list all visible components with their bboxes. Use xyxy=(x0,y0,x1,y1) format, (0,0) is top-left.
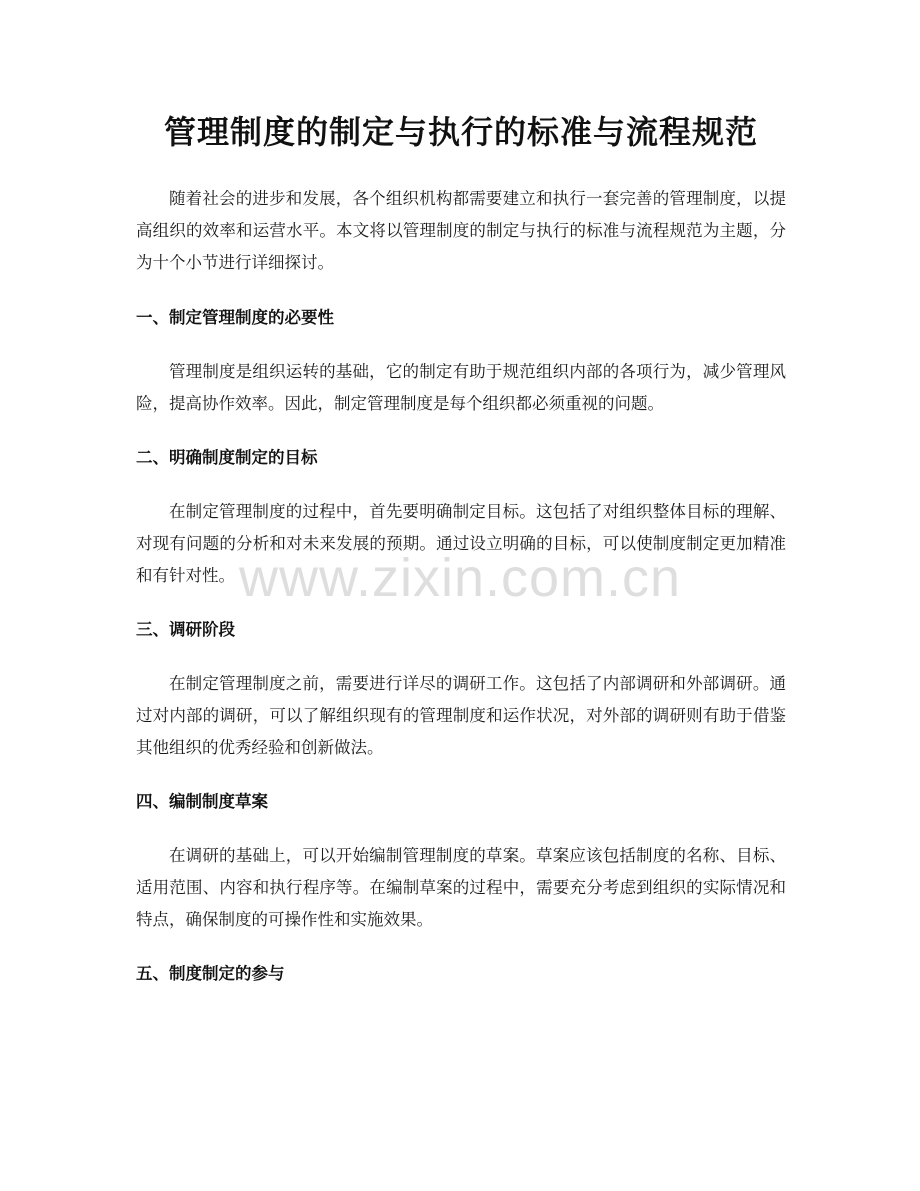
document-title: 管理制度的制定与执行的标准与流程规范 xyxy=(163,113,758,151)
section-1-body: 管理制度是组织运转的基础，它的制定有助于规范组织内部的各项行为，减少管理风险，提高协作效率。因此，制定管理制度是每个组织都必须重视的问题。 xyxy=(136,362,786,413)
section-4-body: 在调研的基础上，可以开始编制管理制度的草案。草案应该包括制度的名称、目标、适用范围、内容和执行程序等。在编制草案的过程中，需要充分考虑到组织的实际情况和特点，确保制度的可操作性和实施效果。 xyxy=(136,846,786,929)
section-3-body: 在制定管理制度之前，需要进行详尽的调研工作。这包括了内部调研和外部调研。通过对内部的调研，可以了解组织现有的管理制度和运作状况，对外部的调研则有助于借鉴其他组织的优秀经验和创新做法。 xyxy=(136,674,786,757)
watermark: www.zixin.com.cn xyxy=(238,548,682,608)
section-2-body: 在制定管理制度的过程中，首先要明确制定目标。这包括了对组织整体目标的理解、对现有问题的分析和对未来发展的预期。通过设立明确的目标，可以使制度制定更加精准和有针对性。 xyxy=(136,502,786,585)
section-1-heading: 一、制定管理制度的必要性 xyxy=(136,308,334,327)
intro-paragraph: 随着社会的进步和发展，各个组织机构都需要建立和执行一套完善的管理制度，以提高组织的效率和运营水平。本文将以管理制度的制定与执行的标准与流程规范为主题，分为十个小节进行详细探讨。 xyxy=(136,189,786,272)
section-4-heading: 四、编制制度草案 xyxy=(136,792,268,811)
section-2-heading: 二、明确制度制定的目标 xyxy=(136,448,318,467)
section-3-heading: 三、调研阶段 xyxy=(136,620,235,639)
section-5-heading: 五、制度制定的参与 xyxy=(136,964,285,983)
